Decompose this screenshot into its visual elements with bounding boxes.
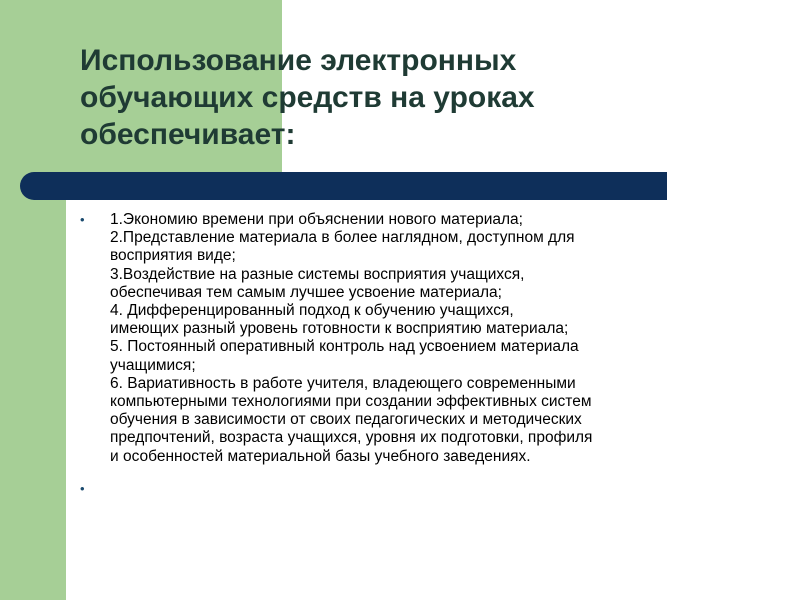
body-line: и особенностей материальной базы учебного заведениях. [110, 447, 531, 465]
body-line: имеющих разный уровень готовности к восприятию материала; [110, 320, 569, 338]
body-line: обучения в зависимости от своих педагогических и методических [110, 411, 582, 429]
bullet-item-empty [80, 480, 740, 498]
title-line: обеспечивает: [80, 118, 296, 151]
body-line: компьютерными технологиями при создании эффективных систем [110, 393, 592, 411]
body-line: 4. Дифференцированный подход к обучению учащихся, [110, 302, 514, 320]
bullet-dot-icon: • [80, 212, 85, 227]
body-line: восприятия виде; [110, 247, 236, 265]
body-line: 1.Экономию времени при объяснении нового материала; [110, 211, 523, 228]
slide-title [80, 42, 720, 153]
body-line: обеспечивая тем самым лучшее усвоение материала; [110, 283, 502, 301]
body-line: 2.Представление материала в более наглядном, доступном для [110, 229, 575, 247]
body-line: 3.Воздействие на разные системы восприятия учащихся, [110, 265, 525, 283]
bullet-item-benefits [80, 211, 740, 466]
body-line: 5. Постоянный оперативный контроль над усвоением материала [110, 338, 579, 356]
title-line: обучающих средств на уроках [80, 81, 535, 114]
title-divider-bar [20, 172, 667, 200]
body-line: 6. Вариативность в работе учителя, владеющего современными [110, 374, 576, 392]
body-line: предпочтений, возраста учащихся, уровня их подготовки, профиля [110, 429, 593, 447]
body-line: учащимися; [110, 356, 196, 374]
title-line: Использование электронных [80, 44, 517, 77]
bullet-list [80, 211, 740, 498]
bullet-dot-icon: • [80, 480, 85, 496]
